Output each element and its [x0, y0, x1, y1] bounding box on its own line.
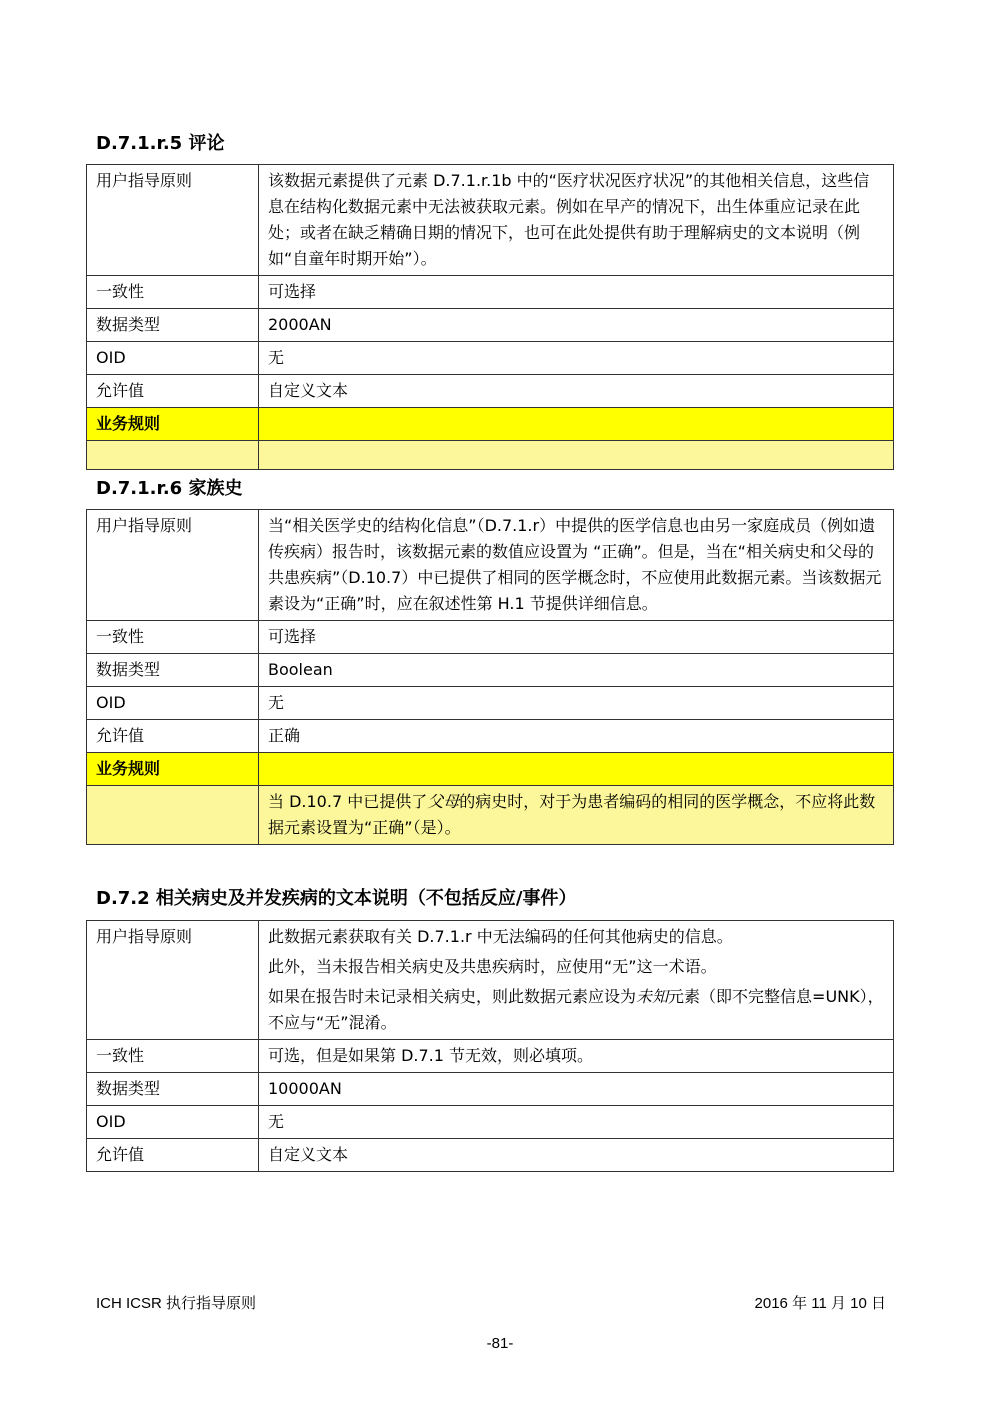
- label-business-rules: 业务规则: [87, 753, 259, 786]
- row-allowed-values: [87, 720, 894, 753]
- row-user-guidance: [87, 921, 894, 1040]
- label-data-type: 数据类型: [87, 309, 259, 342]
- spec-table-d71r5: [86, 164, 894, 470]
- spec-table-d72: [86, 920, 894, 1172]
- label-oid: OID: [87, 687, 259, 720]
- guidance-paragraph-3: [268, 984, 884, 1036]
- guidance-p3-pre: 如果在报告时未记录相关病史，则此数据元素应设为: [268, 987, 637, 1006]
- page-number: -81-: [486, 1335, 514, 1352]
- business-rules-empty-key: [87, 441, 259, 470]
- value-data-type: 2000AN: [259, 309, 894, 342]
- value-data-type: 10000AN: [259, 1073, 894, 1106]
- row-user-guidance: [87, 510, 894, 621]
- footer-date: 2016 年 11 月 10 日: [754, 1295, 886, 1312]
- label-oid: OID: [87, 342, 259, 375]
- guidance-text: 该数据元素提供了元素 D.7.1.r.1b 中的“医疗状况医疗状况”的其他相关信息，这些信息在结构化数据元素中无法被获取元素。例如在早产的情况下，出生体重应记录在此处；或者在缺乏精确日期的情况下，也可在此处提供有助于理解病史的文本说明（例如“自童年时期开始”）。: [268, 171, 870, 268]
- row-user-guidance: [87, 165, 894, 276]
- label-user-guidance: 用户指导原则: [87, 165, 259, 276]
- business-rule-text-italic: 父母: [427, 792, 460, 811]
- value-allowed-values: 正确: [259, 720, 894, 753]
- business-rules-header-empty: [259, 408, 894, 441]
- label-oid: OID: [87, 1106, 259, 1139]
- guidance-p3-italic: 未知: [636, 987, 669, 1006]
- label-conformance: 一致性: [87, 621, 259, 654]
- label-data-type: 数据类型: [87, 654, 259, 687]
- row-business-rules-body: [87, 441, 894, 470]
- label-allowed-values: 允许值: [87, 720, 259, 753]
- row-oid: [87, 342, 894, 375]
- row-data-type: [87, 309, 894, 342]
- value-oid: 无: [259, 687, 894, 720]
- business-rule-text-post: 的病史时，对于为患者编码的相同的医学概念，不应将此数据元素设置为“正确”（是）。: [268, 792, 876, 837]
- row-business-rules-body: [87, 786, 894, 845]
- value-conformance: 可选择: [259, 621, 894, 654]
- value-oid: 无: [259, 342, 894, 375]
- row-business-rules-header: [87, 408, 894, 441]
- business-rules-empty-key: [87, 786, 259, 845]
- section-title-d72: D.7.2 相关病史及并发疾病的文本说明（不包括反应/事件）: [96, 888, 577, 909]
- value-conformance: 可选择: [259, 276, 894, 309]
- row-conformance: [87, 1040, 894, 1073]
- guidance-paragraph-1: 此数据元素获取有关 D.7.1.r 中无法编码的任何其他病史的信息。: [268, 927, 733, 946]
- value-business-rules: [259, 786, 894, 845]
- row-allowed-values: [87, 375, 894, 408]
- value-business-rules: [259, 441, 894, 470]
- label-allowed-values: 允许值: [87, 375, 259, 408]
- row-oid: [87, 1106, 894, 1139]
- value-user-guidance: [259, 165, 894, 276]
- business-rules-header-empty: [259, 753, 894, 786]
- label-data-type: 数据类型: [87, 1073, 259, 1106]
- spec-table-d71r6: [86, 509, 894, 845]
- footer-document-title: ICH ICSR 执行指导原则: [96, 1295, 257, 1312]
- value-oid: 无: [259, 1106, 894, 1139]
- label-conformance: 一致性: [87, 1040, 259, 1073]
- row-conformance: [87, 276, 894, 309]
- label-allowed-values: 允许值: [87, 1139, 259, 1172]
- label-user-guidance: 用户指导原则: [87, 510, 259, 621]
- business-rule-text-pre: 当 D.10.7 中已提供了: [268, 792, 428, 811]
- guidance-paragraph-2: 此外，当未报告相关病史及共患疾病时，应使用“无”这一术语。: [268, 957, 717, 976]
- value-allowed-values: 自定义文本: [259, 1139, 894, 1172]
- row-data-type: [87, 1073, 894, 1106]
- section-title-d71r5: D.7.1.r.5 评论: [96, 133, 225, 154]
- guidance-text: 当“相关医学史的结构化信息”（D.7.1.r）中提供的医学信息也由另一家庭成员（例如遗传疾病）报告时，该数据元素的数值应设置为 “正确”。但是，当在“相关病史和父母的共患疾病”（D.10.7）中已提供了相同的医学概念时，不应使用此数据元素。当该数据元素设为“正确”时，应在叙述性第 H.1 节提供详细信息。: [268, 516, 882, 613]
- row-business-rules-header: [87, 753, 894, 786]
- label-business-rules: 业务规则: [87, 408, 259, 441]
- row-allowed-values: [87, 1139, 894, 1172]
- value-allowed-values: 自定义文本: [259, 375, 894, 408]
- guidance-p3-post: 元素（即不完整信息=UNK），不应与“无”混淆。: [268, 987, 884, 1032]
- label-user-guidance: 用户指导原则: [87, 921, 259, 1040]
- value-user-guidance: [259, 921, 894, 1040]
- value-conformance: 可选，但是如果第 D.7.1 节无效，则必填项。: [259, 1040, 894, 1073]
- value-data-type: Boolean: [259, 654, 894, 687]
- row-data-type: [87, 654, 894, 687]
- row-conformance: [87, 621, 894, 654]
- section-title-d71r6: D.7.1.r.6 家族史: [96, 478, 243, 499]
- value-user-guidance: [259, 510, 894, 621]
- row-oid: [87, 687, 894, 720]
- label-conformance: 一致性: [87, 276, 259, 309]
